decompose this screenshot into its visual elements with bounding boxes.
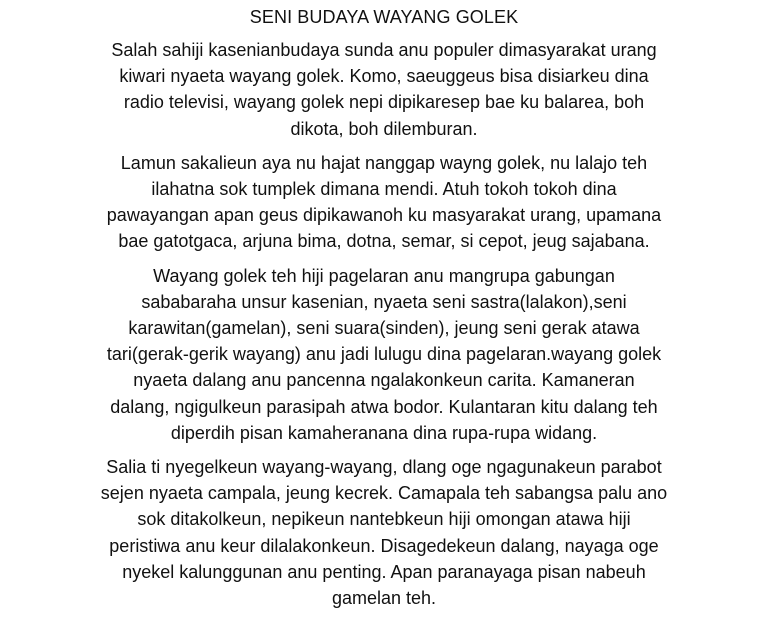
text-line: Salia ti nyegelkeun wayang-wayang, dlang oge ngagunakeun parabot: [106, 457, 662, 478]
text-line: sejen nyaeta campala, jeung kecrek. Camapala teh sabangsa palu ano: [100, 483, 668, 504]
text-line: kiwari nyaeta wayang golek. Komo, saeuggeus bisa disiarkeu dina: [119, 66, 649, 87]
paragraph-4: [0, 454, 768, 611]
text-line: diperdih pisan kamaheranana dina rupa-rupa widang.: [170, 422, 598, 443]
text-line: bae gatotgaca, arjuna bima, dotna, semar, si cepot, jeug sajabana.: [118, 231, 650, 252]
text-line: Wayang golek teh hiji pagelaran anu mangrupa gabungan: [153, 265, 615, 286]
text-line: tari(gerak-gerik wayang) anu jadi lulugu dina pagelaran.wayang golek: [106, 344, 662, 365]
paragraph-2: [0, 150, 768, 255]
text-line: karawitan(gamelan), seni suara(sinden), jeung seni gerak atawa: [128, 318, 640, 339]
text-line: dalang, ngigulkeun parasipah atwa bodor. Kulantaran kitu dalang teh: [110, 396, 658, 417]
text-line: ilahatna sok tumplek dimana mendi. Atuh tokoh tokoh dina: [151, 179, 617, 200]
text-line: gamelan teh.: [331, 588, 437, 609]
paragraph-1: [0, 37, 768, 142]
text-line: sababaraha unsur kasenian, nyaeta seni sastra(lalakon),seni: [141, 291, 627, 312]
text-line: nyekel kalunggunan anu penting. Apan paranayaga pisan nabeuh: [122, 561, 646, 582]
text-line: radio televisi, wayang golek nepi dipikaresep bae ku balarea, boh: [123, 92, 645, 113]
text-line: peristiwa anu keur dilalakonkeun. Disagedekeun dalang, nayaga oge: [109, 535, 659, 556]
text-line: Salah sahiji kasenianbudaya sunda anu populer dimasyarakat urang: [111, 40, 657, 60]
text-line: Lamun sakalieun aya nu hajat nanggap wayng golek, nu lalajo teh: [120, 152, 648, 173]
text-line: pawayangan apan geus dipikawanoh ku masyarakat urang, upamana: [106, 205, 662, 226]
text-line: sok ditakolkeun, nepikeun nantebkeun hiji omongan atawa hiji: [137, 509, 631, 530]
text-line: nyaeta dalang anu pancenna ngalakonkeun carita. Kamaneran: [133, 370, 635, 391]
paragraph-3: [0, 263, 768, 446]
document-title: SENI BUDAYA WAYANG GOLEK: [249, 7, 519, 27]
text-line: dikota, boh dilemburan.: [290, 118, 478, 139]
